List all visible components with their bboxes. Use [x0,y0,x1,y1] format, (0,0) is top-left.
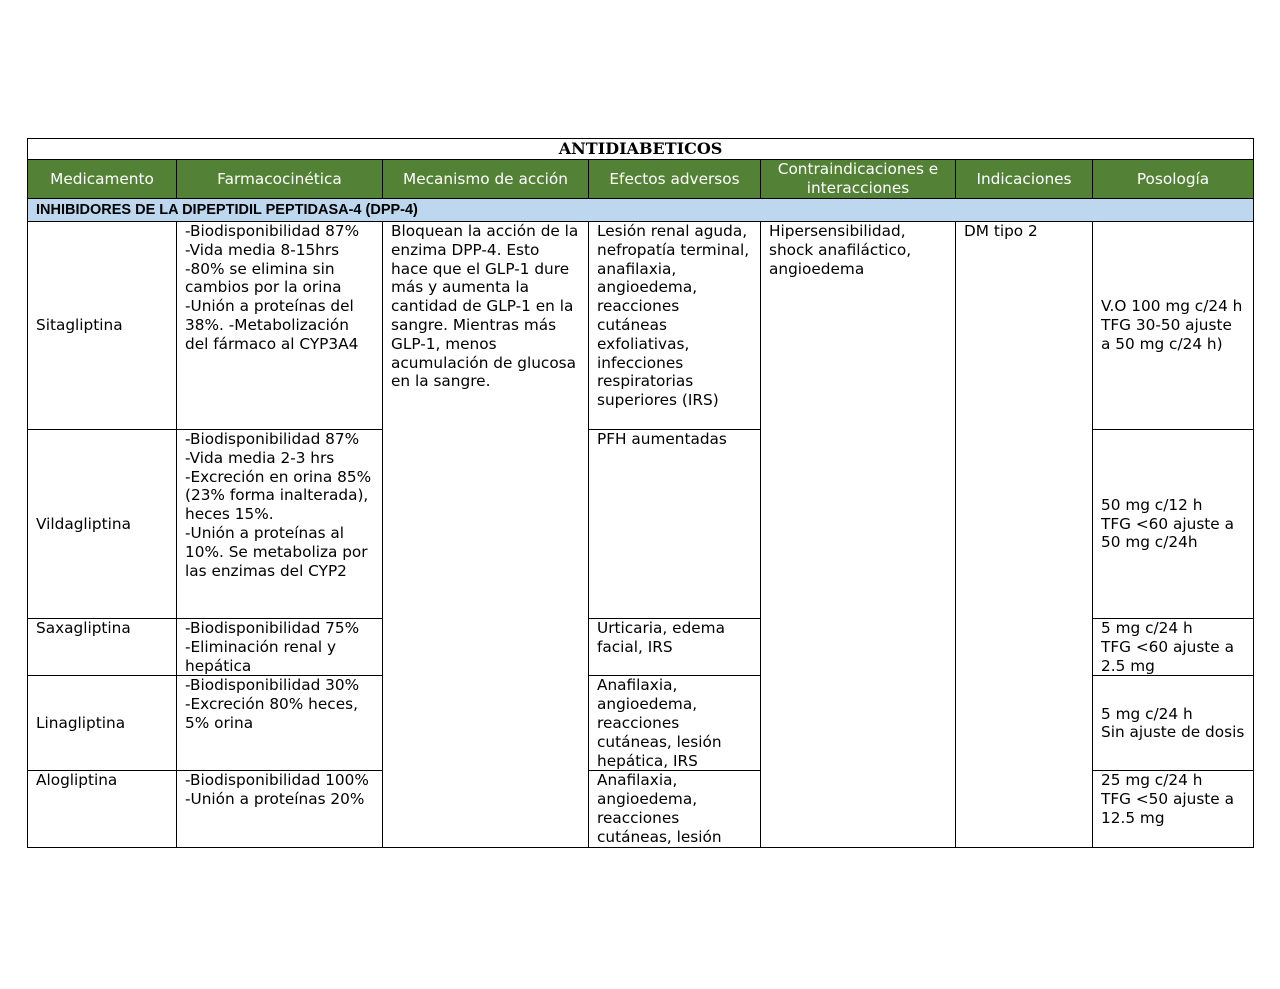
pharmacokinetics-cell: -Biodisponibilidad 87% -Vida media 2-3 hrs -Excreción en orina 85% (23% forma inalterada), heces 15%. -Unión a proteínas al 10%. Se metaboliza por las enzimas del CYP2 [177,430,383,619]
dosage-cell: V.O 100 mg c/24 h TFG 30-50 ajuste a 50 mg c/24 h) [1093,222,1254,430]
header-farmacocinetica: Farmacocinética [177,160,383,199]
adverse-effects-cell: Lesión renal aguda, nefropatía terminal, anafilaxia, angioedema, reacciones cutáneas exfoliativas, infecciones respiratorias superiores (IRS) [589,222,761,430]
header-efectos-adversos: Efectos adversos [589,160,761,199]
adverse-effects-cell: Anafilaxia, angioedema, reacciones cutáneas, lesión hepática, IRS [589,676,761,771]
drug-name: Saxagliptina [28,619,177,676]
header-mecanismo: Mecanismo de acción [383,160,589,199]
pharmacokinetics-cell: -Biodisponibilidad 87% -Vida media 8-15hrs -80% se elimina sin cambios por la orina -Unión a proteínas del 38%. -Metabolización del fármaco al CYP3A4 [177,222,383,430]
drug-name: Linagliptina [28,676,177,771]
pharmacokinetics-cell: -Biodisponibilidad 100% -Unión a proteínas 20% [177,771,383,847]
dosage-cell: 5 mg c/24 h Sin ajuste de dosis [1093,676,1254,771]
drug-name: Sitagliptina [28,222,177,430]
mechanism-cell: Bloquean la acción de la enzima DPP-4. Esto hace que el GLP-1 dure más y aumenta la cantidad de GLP-1 en la sangre. Mientras más GLP-1, menos acumulación de glucosa en la sangre. [383,222,589,848]
table-row [28,222,1254,430]
header-contraindicaciones: Contraindicaciones e interacciones [761,160,956,199]
indications-cell: DM tipo 2 [956,222,1093,848]
header-posologia: Posología [1093,160,1254,199]
drug-name: Vildagliptina [28,430,177,619]
title-row [28,139,1254,160]
header-indicaciones: Indicaciones [956,160,1093,199]
table-title: ANTIDIABETICOS [28,139,1254,160]
header-row [28,160,1254,199]
header-medicamento: Medicamento [28,160,177,199]
adverse-effects-cell: PFH aumentadas [589,430,761,619]
antidiabetics-table [27,138,1254,848]
dosage-cell: 25 mg c/24 h TFG <50 ajuste a 12.5 mg [1093,771,1254,847]
adverse-effects-cell: Urticaria, edema facial, IRS [589,619,761,676]
contraindications-cell: Hipersensibilidad, shock anafiláctico, angioedema [761,222,956,848]
dosage-cell: 5 mg c/24 h TFG <60 ajuste a 2.5 mg [1093,619,1254,676]
pharmacokinetics-cell: -Biodisponibilidad 75% -Eliminación renal y hepática [177,619,383,676]
section-title: INHIBIDORES DE LA DIPEPTIDIL PEPTIDASA-4 (DPP-4) [28,199,1254,222]
section-row [28,199,1254,222]
dosage-cell: 50 mg c/12 h TFG <60 ajuste a 50 mg c/24h [1093,430,1254,619]
pharmacokinetics-cell: -Biodisponibilidad 30% -Excreción 80% heces, 5% orina [177,676,383,771]
adverse-effects-cell: Anafilaxia, angioedema, reacciones cutáneas, lesión [589,771,761,847]
drug-name: Alogliptina [28,771,177,847]
